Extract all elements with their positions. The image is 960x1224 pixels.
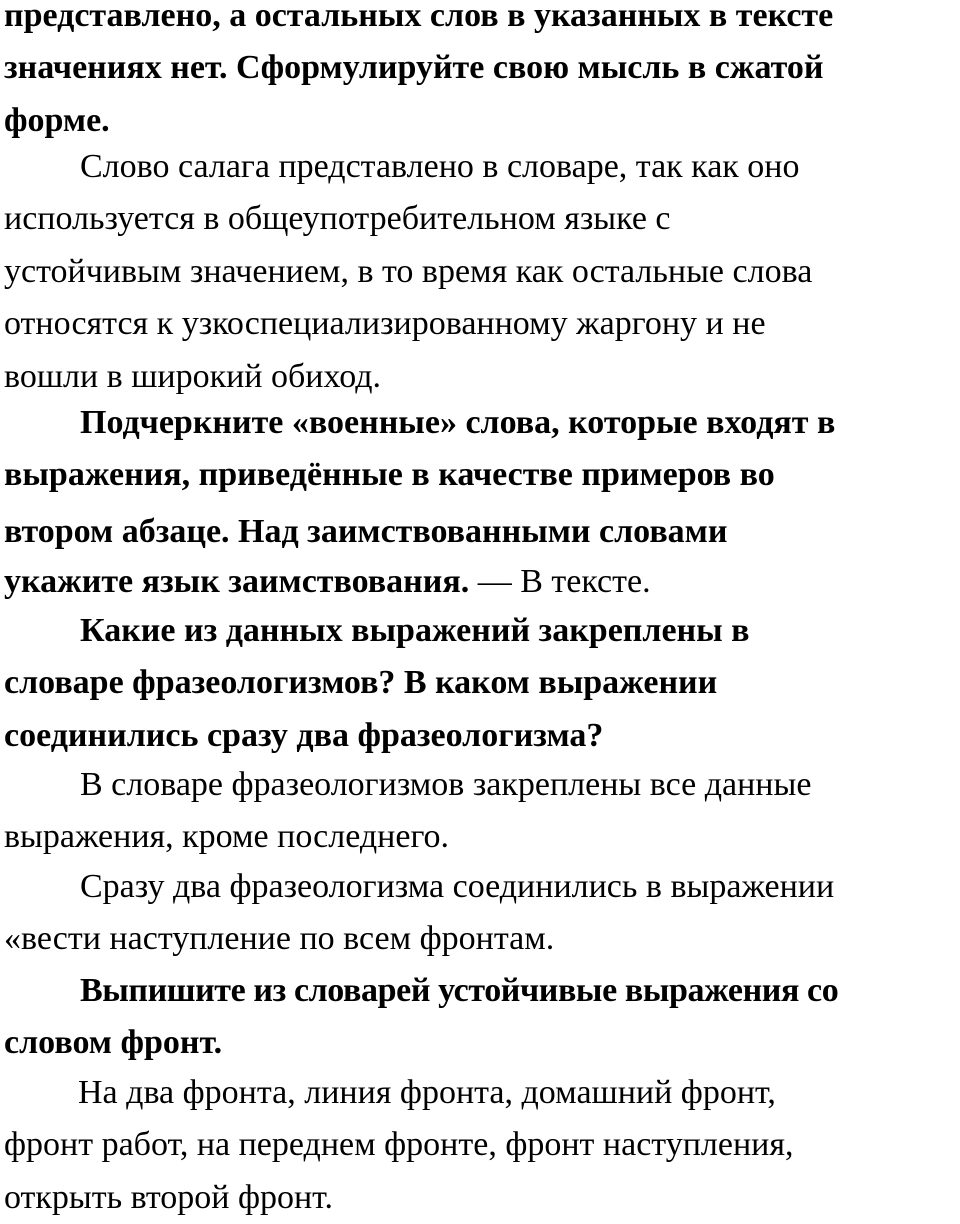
text-line: фронт работ, на переднем фронте, фронт наступления, (4, 1126, 794, 1164)
question-paragraph (4, 965, 838, 1070)
text-line: соединились сразу два фразеологизма? (4, 716, 604, 754)
text-line: выражения, кроме последнего. (4, 818, 450, 856)
text-line: Какие из данных выражений закреплены в (80, 612, 750, 649)
answer-paragraph (4, 1067, 793, 1224)
text-line: «вести наступление по всем фронтам. (4, 920, 555, 958)
question-text: укажите язык заимствования. (4, 563, 470, 601)
text-line: Сразу два фразеологизма соединились в выражении (80, 868, 835, 905)
text-line: используется в общеупотребительном языке с (4, 200, 671, 238)
text-line: Слово салага представлено в словаре, так как оно (80, 148, 800, 185)
question-paragraph (4, 605, 750, 762)
text-line: словаре фразеологизмов? В каком выражении (4, 664, 718, 702)
answer-paragraph (4, 759, 811, 864)
text-line: выражения, приведённые в качестве примеров во (4, 456, 775, 494)
text-line: представлено, а остальных слов в указанных в тексте (4, 0, 834, 34)
answer-paragraph (4, 141, 812, 403)
question-continuation (4, 0, 833, 147)
text-line: форме. (4, 101, 110, 139)
text-line: словом фронт. (4, 1024, 223, 1062)
text-line: В словаре фразеологизмов закреплены все данные (80, 766, 812, 803)
text-line: Выпишите из словарей устойчивые выражения со (80, 972, 839, 1009)
text-line: относятся к узкоспециализированному жаргону и не (4, 305, 766, 343)
text-line: устойчивым значением, в то время как остальные слова (4, 252, 813, 290)
text-line: значениях нет. Сформулируйте свою мысль в сжатой (4, 49, 824, 87)
text-line: Подчеркните «военные» слова, которые входят в (80, 404, 836, 441)
text-line: вошли в широкий обиход. (4, 357, 382, 395)
text-line: На два фронта, линия фронта, домашний фронт, (78, 1074, 776, 1111)
text-line: открыть второй фронт. (4, 1178, 333, 1216)
text-line: втором абзаце. Над заимствованными словами (4, 512, 728, 550)
question-paragraph (4, 397, 835, 609)
text-line (4, 556, 835, 608)
answer-paragraph (4, 861, 834, 966)
inline-answer: — В тексте. (469, 563, 651, 601)
